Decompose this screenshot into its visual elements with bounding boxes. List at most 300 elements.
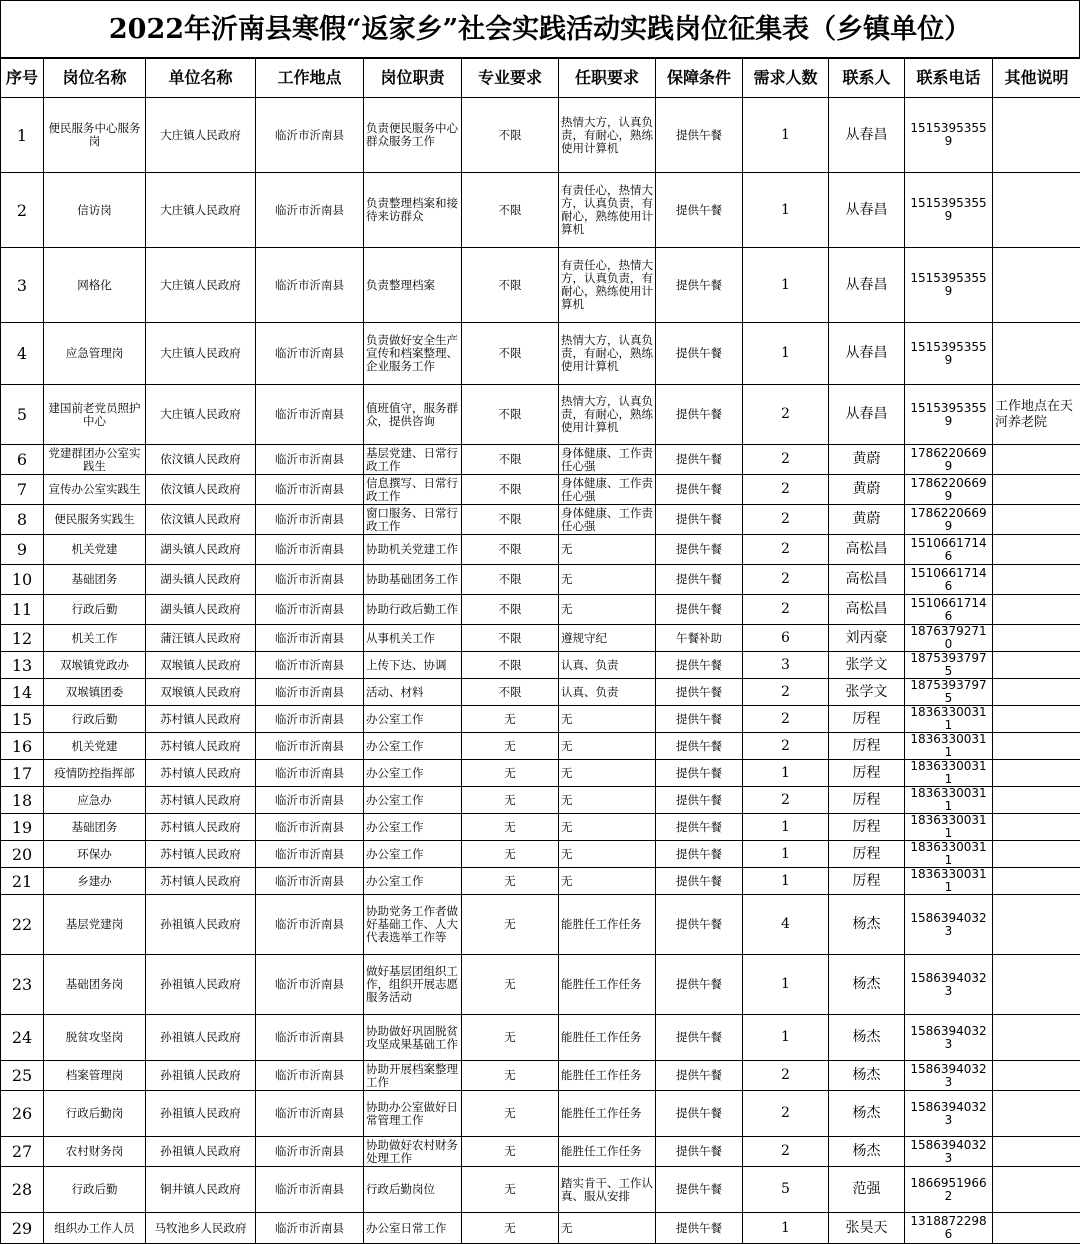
headcount-cell: 2	[743, 787, 829, 814]
work-location-cell: 临沂市沂南县	[256, 760, 364, 787]
benefits-cell: 提供午餐	[656, 679, 743, 706]
contact-cell: 从春昌	[829, 385, 905, 445]
job-req-cell: 热情大方，认真负责，有耐心，熟练使用计算机	[559, 98, 656, 173]
seq-cell: 21	[1, 868, 44, 895]
contact-cell: 高松昌	[829, 595, 905, 625]
seq-cell: 8	[1, 505, 44, 535]
header-post-name: 岗位名称	[44, 59, 146, 98]
table-row	[1, 385, 1080, 445]
seq-cell: 26	[1, 1091, 44, 1137]
seq-cell: 14	[1, 679, 44, 706]
seq-cell: 4	[1, 323, 44, 385]
benefits-cell: 提供午餐	[656, 1015, 743, 1061]
unit-name-cell: 湖头镇人民政府	[146, 595, 256, 625]
headcount-cell: 1	[743, 173, 829, 248]
benefits-cell: 提供午餐	[656, 595, 743, 625]
table-row	[1, 565, 1080, 595]
seq-cell: 15	[1, 706, 44, 733]
unit-name-cell: 双堠镇人民政府	[146, 679, 256, 706]
post-name-cell: 应急办	[44, 787, 146, 814]
post-name-cell: 基础团务	[44, 565, 146, 595]
notes-cell	[993, 955, 1080, 1015]
job-req-cell: 有责任心，热情大方，认真负责，有耐心，熟练使用计算机	[559, 248, 656, 323]
phone-cell: 15106617146	[905, 565, 993, 595]
table-row	[1, 841, 1080, 868]
benefits-cell: 提供午餐	[656, 652, 743, 679]
post-name-cell: 行政后勤	[44, 1167, 146, 1213]
phone-cell: 15153953559	[905, 98, 993, 173]
notes-cell	[993, 679, 1080, 706]
headcount-cell: 5	[743, 1167, 829, 1213]
notes-cell	[993, 814, 1080, 841]
major-req-cell: 无	[462, 760, 559, 787]
post-name-cell: 应急管理岗	[44, 323, 146, 385]
work-location-cell: 临沂市沂南县	[256, 652, 364, 679]
unit-name-cell: 苏村镇人民政府	[146, 787, 256, 814]
notes-cell	[993, 868, 1080, 895]
unit-name-cell: 大庄镇人民政府	[146, 323, 256, 385]
major-req-cell: 不限	[462, 475, 559, 505]
seq-cell: 18	[1, 787, 44, 814]
unit-name-cell: 孙祖镇人民政府	[146, 955, 256, 1015]
job-req-cell: 无	[559, 760, 656, 787]
contact-cell: 高松昌	[829, 535, 905, 565]
table-row	[1, 1015, 1080, 1061]
major-req-cell: 无	[462, 1091, 559, 1137]
phone-cell: 15863940323	[905, 1137, 993, 1167]
header-contact: 联系人	[829, 59, 905, 98]
work-location-cell: 临沂市沂南县	[256, 955, 364, 1015]
duties-cell: 协助基础团务工作	[364, 565, 462, 595]
headcount-cell: 1	[743, 248, 829, 323]
job-req-cell: 无	[559, 733, 656, 760]
job-req-cell: 无	[559, 841, 656, 868]
major-req-cell: 无	[462, 1213, 559, 1244]
phone-cell: 13188722986	[905, 1213, 993, 1244]
contact-cell: 厉程	[829, 868, 905, 895]
notes-cell	[993, 445, 1080, 475]
seq-cell: 1	[1, 98, 44, 173]
duties-cell: 负责做好安全生产宣传和档案整理、企业服务工作	[364, 323, 462, 385]
work-location-cell: 临沂市沂南县	[256, 1061, 364, 1091]
seq-cell: 29	[1, 1213, 44, 1244]
table-row	[1, 98, 1080, 173]
seq-cell: 27	[1, 1137, 44, 1167]
header-notes: 其他说明	[993, 59, 1080, 98]
work-location-cell: 临沂市沂南县	[256, 841, 364, 868]
major-req-cell: 无	[462, 787, 559, 814]
job-req-cell: 能胜任工作任务	[559, 955, 656, 1015]
work-location-cell: 临沂市沂南县	[256, 1015, 364, 1061]
work-location-cell: 临沂市沂南县	[256, 1137, 364, 1167]
benefits-cell: 提供午餐	[656, 760, 743, 787]
post-name-cell: 便民服务中心服务岗	[44, 98, 146, 173]
job-req-cell: 无	[559, 814, 656, 841]
post-name-cell: 网格化	[44, 248, 146, 323]
seq-cell: 22	[1, 895, 44, 955]
contact-cell: 厉程	[829, 706, 905, 733]
table-row	[1, 652, 1080, 679]
contact-cell: 杨杰	[829, 1061, 905, 1091]
benefits-cell: 提供午餐	[656, 1137, 743, 1167]
headcount-cell: 2	[743, 706, 829, 733]
major-req-cell: 不限	[462, 679, 559, 706]
unit-name-cell: 苏村镇人民政府	[146, 868, 256, 895]
table-row	[1, 1091, 1080, 1137]
major-req-cell: 无	[462, 733, 559, 760]
contact-cell: 从春昌	[829, 323, 905, 385]
notes-cell	[993, 1213, 1080, 1244]
headcount-cell: 2	[743, 733, 829, 760]
post-name-cell: 建国前老党员照护中心	[44, 385, 146, 445]
headcount-cell: 1	[743, 323, 829, 385]
duties-cell: 协助办公室做好日常管理工作	[364, 1091, 462, 1137]
work-location-cell: 临沂市沂南县	[256, 1167, 364, 1213]
phone-cell: 15153953559	[905, 385, 993, 445]
work-location-cell: 临沂市沂南县	[256, 679, 364, 706]
major-req-cell: 不限	[462, 625, 559, 652]
header-seq: 序号	[1, 59, 44, 98]
phone-cell: 17862206699	[905, 505, 993, 535]
notes-cell	[993, 706, 1080, 733]
phone-cell: 15153953559	[905, 248, 993, 323]
seq-cell: 7	[1, 475, 44, 505]
headcount-cell: 2	[743, 475, 829, 505]
work-location-cell: 临沂市沂南县	[256, 445, 364, 475]
job-req-cell: 遵规守纪	[559, 625, 656, 652]
phone-cell: 15153953559	[905, 173, 993, 248]
phone-cell: 17862206699	[905, 475, 993, 505]
benefits-cell: 午餐补助	[656, 625, 743, 652]
duties-cell: 窗口服务、日常行政工作	[364, 505, 462, 535]
phone-cell: 18753937975	[905, 652, 993, 679]
benefits-cell: 提供午餐	[656, 475, 743, 505]
job-req-cell: 无	[559, 787, 656, 814]
unit-name-cell: 湖头镇人民政府	[146, 565, 256, 595]
headcount-cell: 2	[743, 535, 829, 565]
post-name-cell: 档案管理岗	[44, 1061, 146, 1091]
table-row	[1, 248, 1080, 323]
unit-name-cell: 依汶镇人民政府	[146, 475, 256, 505]
table-row	[1, 505, 1080, 535]
phone-cell: 18363300311	[905, 787, 993, 814]
job-req-cell: 热情大方，认真负责，有耐心，熟练使用计算机	[559, 323, 656, 385]
header-duties: 岗位职责	[364, 59, 462, 98]
major-req-cell: 无	[462, 868, 559, 895]
post-name-cell: 疫情防控指挥部	[44, 760, 146, 787]
work-location-cell: 临沂市沂南县	[256, 895, 364, 955]
benefits-cell: 提供午餐	[656, 1061, 743, 1091]
post-name-cell: 行政后勤岗	[44, 1091, 146, 1137]
post-name-cell: 农村财务岗	[44, 1137, 146, 1167]
major-req-cell: 无	[462, 1061, 559, 1091]
contact-cell: 厉程	[829, 787, 905, 814]
benefits-cell: 提供午餐	[656, 323, 743, 385]
seq-cell: 2	[1, 173, 44, 248]
phone-cell: 18753937975	[905, 679, 993, 706]
headcount-cell: 2	[743, 1061, 829, 1091]
phone-cell: 15863940323	[905, 895, 993, 955]
unit-name-cell: 马牧池乡人民政府	[146, 1213, 256, 1244]
contact-cell: 从春昌	[829, 98, 905, 173]
seq-cell: 23	[1, 955, 44, 1015]
unit-name-cell: 大庄镇人民政府	[146, 248, 256, 323]
phone-cell: 18363300311	[905, 841, 993, 868]
benefits-cell: 提供午餐	[656, 1167, 743, 1213]
job-req-cell: 踏实肯干、工作认真、服从安排	[559, 1167, 656, 1213]
work-location-cell: 临沂市沂南县	[256, 733, 364, 760]
notes-cell	[993, 595, 1080, 625]
work-location-cell: 临沂市沂南县	[256, 1213, 364, 1244]
notes-cell	[993, 733, 1080, 760]
header-major-req: 专业要求	[462, 59, 559, 98]
phone-cell: 18669519662	[905, 1167, 993, 1213]
duties-cell: 协助做好农村财务处理工作	[364, 1137, 462, 1167]
notes-cell	[993, 895, 1080, 955]
unit-name-cell: 湖头镇人民政府	[146, 535, 256, 565]
headcount-cell: 2	[743, 679, 829, 706]
table-row	[1, 625, 1080, 652]
notes-cell	[993, 323, 1080, 385]
duties-cell: 协助党务工作者做好基础工作、人大代表选举工作等	[364, 895, 462, 955]
unit-name-cell: 依汶镇人民政府	[146, 445, 256, 475]
notes-cell	[993, 787, 1080, 814]
post-name-cell: 脱贫攻坚岗	[44, 1015, 146, 1061]
unit-name-cell: 苏村镇人民政府	[146, 841, 256, 868]
headcount-cell: 1	[743, 841, 829, 868]
job-req-cell: 身体健康、工作责任心强	[559, 505, 656, 535]
post-name-cell: 双堠镇党政办	[44, 652, 146, 679]
work-location-cell: 临沂市沂南县	[256, 787, 364, 814]
unit-name-cell: 大庄镇人民政府	[146, 173, 256, 248]
notes-cell	[993, 505, 1080, 535]
phone-cell: 15863940323	[905, 1061, 993, 1091]
duties-cell: 值班值守，服务群众，提供咨询	[364, 385, 462, 445]
seq-cell: 28	[1, 1167, 44, 1213]
duties-cell: 从事机关工作	[364, 625, 462, 652]
table-row	[1, 868, 1080, 895]
document-title: 2022年沂南县寒假“返家乡”社会实践活动实践岗位征集表（乡镇单位）	[0, 0, 1080, 58]
headcount-cell: 2	[743, 1091, 829, 1137]
job-req-cell: 无	[559, 565, 656, 595]
major-req-cell: 不限	[462, 652, 559, 679]
notes-cell	[993, 652, 1080, 679]
benefits-cell: 提供午餐	[656, 841, 743, 868]
major-req-cell: 不限	[462, 445, 559, 475]
job-req-cell: 无	[559, 706, 656, 733]
major-req-cell: 无	[462, 1167, 559, 1213]
job-req-cell: 热情大方，认真负责，有耐心，熟练使用计算机	[559, 385, 656, 445]
post-name-cell: 便民服务实践生	[44, 505, 146, 535]
seq-cell: 19	[1, 814, 44, 841]
headcount-cell: 1	[743, 814, 829, 841]
contact-cell: 从春昌	[829, 248, 905, 323]
post-name-cell: 行政后勤	[44, 595, 146, 625]
duties-cell: 活动、材料	[364, 679, 462, 706]
table-row	[1, 475, 1080, 505]
table-row	[1, 595, 1080, 625]
contact-cell: 范强	[829, 1167, 905, 1213]
post-name-cell: 乡建办	[44, 868, 146, 895]
duties-cell: 办公室工作	[364, 706, 462, 733]
work-location-cell: 临沂市沂南县	[256, 1091, 364, 1137]
headcount-cell: 1	[743, 1213, 829, 1244]
major-req-cell: 无	[462, 1137, 559, 1167]
post-name-cell: 双堠镇团委	[44, 679, 146, 706]
duties-cell: 办公室工作	[364, 787, 462, 814]
table-row	[1, 535, 1080, 565]
seq-cell: 9	[1, 535, 44, 565]
table-row	[1, 787, 1080, 814]
headcount-cell: 2	[743, 385, 829, 445]
positions-table	[0, 58, 1080, 1244]
benefits-cell: 提供午餐	[656, 895, 743, 955]
notes-cell	[993, 173, 1080, 248]
notes-cell	[993, 565, 1080, 595]
work-location-cell: 临沂市沂南县	[256, 706, 364, 733]
unit-name-cell: 孙祖镇人民政府	[146, 1061, 256, 1091]
post-name-cell: 行政后勤	[44, 706, 146, 733]
contact-cell: 黄蔚	[829, 445, 905, 475]
major-req-cell: 不限	[462, 98, 559, 173]
duties-cell: 办公室日常工作	[364, 1213, 462, 1244]
table-body	[1, 98, 1080, 1244]
duties-cell: 负责整理档案和接待来访群众	[364, 173, 462, 248]
post-name-cell: 机关党建	[44, 733, 146, 760]
seq-cell: 20	[1, 841, 44, 868]
duties-cell: 基层党建、日常行政工作	[364, 445, 462, 475]
job-req-cell: 无	[559, 868, 656, 895]
duties-cell: 做好基层团组织工作，组织开展志愿服务活动	[364, 955, 462, 1015]
major-req-cell: 无	[462, 1015, 559, 1061]
seq-cell: 13	[1, 652, 44, 679]
notes-cell	[993, 760, 1080, 787]
headcount-cell: 1	[743, 868, 829, 895]
work-location-cell: 临沂市沂南县	[256, 248, 364, 323]
contact-cell: 杨杰	[829, 955, 905, 1015]
major-req-cell: 不限	[462, 173, 559, 248]
unit-name-cell: 苏村镇人民政府	[146, 814, 256, 841]
unit-name-cell: 双堠镇人民政府	[146, 652, 256, 679]
duties-cell: 办公室工作	[364, 733, 462, 760]
duties-cell: 协助做好巩固脱贫攻坚成果基础工作	[364, 1015, 462, 1061]
benefits-cell: 提供午餐	[656, 248, 743, 323]
contact-cell: 厉程	[829, 841, 905, 868]
major-req-cell: 不限	[462, 248, 559, 323]
work-location-cell: 临沂市沂南县	[256, 814, 364, 841]
seq-cell: 24	[1, 1015, 44, 1061]
duties-cell: 办公室工作	[364, 814, 462, 841]
contact-cell: 黄蔚	[829, 505, 905, 535]
notes-cell	[993, 1167, 1080, 1213]
seq-cell: 12	[1, 625, 44, 652]
contact-cell: 从春昌	[829, 173, 905, 248]
job-req-cell: 认真、负责	[559, 652, 656, 679]
unit-name-cell: 孙祖镇人民政府	[146, 1137, 256, 1167]
contact-cell: 张学文	[829, 679, 905, 706]
table-row	[1, 760, 1080, 787]
major-req-cell: 不限	[462, 565, 559, 595]
major-req-cell: 无	[462, 814, 559, 841]
notes-cell	[993, 98, 1080, 173]
phone-cell: 15153953559	[905, 323, 993, 385]
table-row	[1, 1167, 1080, 1213]
contact-cell: 厉程	[829, 733, 905, 760]
header-job-req: 任职要求	[559, 59, 656, 98]
major-req-cell: 无	[462, 895, 559, 955]
unit-name-cell: 铜井镇人民政府	[146, 1167, 256, 1213]
contact-cell: 厉程	[829, 760, 905, 787]
job-req-cell: 能胜任工作任务	[559, 1015, 656, 1061]
phone-cell: 18363300311	[905, 733, 993, 760]
benefits-cell: 提供午餐	[656, 1213, 743, 1244]
table-row	[1, 706, 1080, 733]
notes-cell	[993, 841, 1080, 868]
notes-cell	[993, 1061, 1080, 1091]
phone-cell: 18363300311	[905, 868, 993, 895]
job-req-cell: 能胜任工作任务	[559, 1091, 656, 1137]
table-row	[1, 173, 1080, 248]
major-req-cell: 无	[462, 706, 559, 733]
phone-cell: 15106617146	[905, 535, 993, 565]
seq-cell: 6	[1, 445, 44, 475]
headcount-cell: 3	[743, 652, 829, 679]
notes-cell	[993, 625, 1080, 652]
table-row	[1, 323, 1080, 385]
job-req-cell: 无	[559, 1213, 656, 1244]
header-work-location: 工作地点	[256, 59, 364, 98]
contact-cell: 黄蔚	[829, 475, 905, 505]
benefits-cell: 提供午餐	[656, 505, 743, 535]
headcount-cell: 1	[743, 955, 829, 1015]
seq-cell: 16	[1, 733, 44, 760]
work-location-cell: 临沂市沂南县	[256, 173, 364, 248]
benefits-cell: 提供午餐	[656, 385, 743, 445]
headcount-cell: 1	[743, 1015, 829, 1061]
work-location-cell: 临沂市沂南县	[256, 323, 364, 385]
duties-cell: 负责整理档案	[364, 248, 462, 323]
notes-cell	[993, 1015, 1080, 1061]
work-location-cell: 临沂市沂南县	[256, 595, 364, 625]
work-location-cell: 临沂市沂南县	[256, 475, 364, 505]
unit-name-cell: 大庄镇人民政府	[146, 385, 256, 445]
work-location-cell: 临沂市沂南县	[256, 565, 364, 595]
headcount-cell: 1	[743, 760, 829, 787]
contact-cell: 厉程	[829, 814, 905, 841]
table-row	[1, 679, 1080, 706]
job-req-cell: 身体健康、工作责任心强	[559, 445, 656, 475]
contact-cell: 张学文	[829, 652, 905, 679]
work-location-cell: 临沂市沂南县	[256, 385, 364, 445]
benefits-cell: 提供午餐	[656, 565, 743, 595]
major-req-cell: 不限	[462, 505, 559, 535]
seq-cell: 5	[1, 385, 44, 445]
major-req-cell: 不限	[462, 385, 559, 445]
post-name-cell: 基础团务岗	[44, 955, 146, 1015]
benefits-cell: 提供午餐	[656, 1091, 743, 1137]
headcount-cell: 2	[743, 595, 829, 625]
job-req-cell: 有责任心，热情大方，认真负责，有耐心，熟练使用计算机	[559, 173, 656, 248]
table-row	[1, 1213, 1080, 1244]
header-row	[1, 59, 1080, 98]
table-row	[1, 895, 1080, 955]
unit-name-cell: 孙祖镇人民政府	[146, 1015, 256, 1061]
phone-cell: 15106617146	[905, 595, 993, 625]
header-phone: 联系电话	[905, 59, 993, 98]
benefits-cell: 提供午餐	[656, 535, 743, 565]
seq-cell: 11	[1, 595, 44, 625]
duties-cell: 上传下达、协调	[364, 652, 462, 679]
